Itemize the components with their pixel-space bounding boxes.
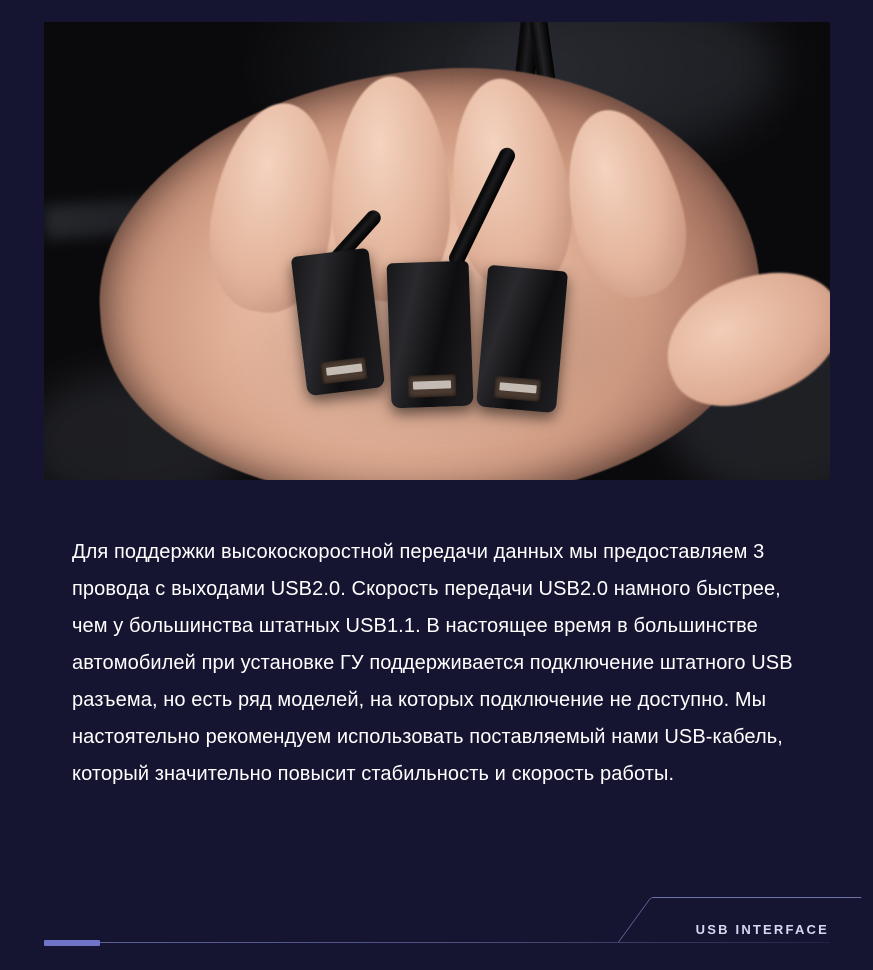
footer-accent-bar: [44, 940, 100, 946]
description-paragraph: Для поддержки высокоскоростной передачи данных мы предоставляем 3 провода с выходами USB2.0. Скорость передачи USB2.0 намного быстрее, чем у большинства штатных USB1.1. В настоящее время в большинстве автомобилей при установке ГУ поддерживается подключение штатного USB разъема, но есть ряд моделей, на которых подключение не доступно. Мы настоятельно рекомендуем использовать поставляемый нами USB-кабель, который значительно повысит стабильность и скорость работы.: [72, 541, 793, 785]
usb-port-slot: [408, 374, 456, 398]
usb-port-slot: [494, 376, 542, 402]
footer-section-label: USB INTERFACE: [695, 922, 829, 937]
usb-port-slot: [320, 357, 368, 384]
usb-connector: [476, 265, 568, 413]
footer: [0, 900, 873, 970]
product-photo: [44, 22, 830, 480]
photo-background: [44, 22, 830, 480]
usb-connector: [386, 261, 473, 409]
footer-divider: [44, 942, 830, 943]
